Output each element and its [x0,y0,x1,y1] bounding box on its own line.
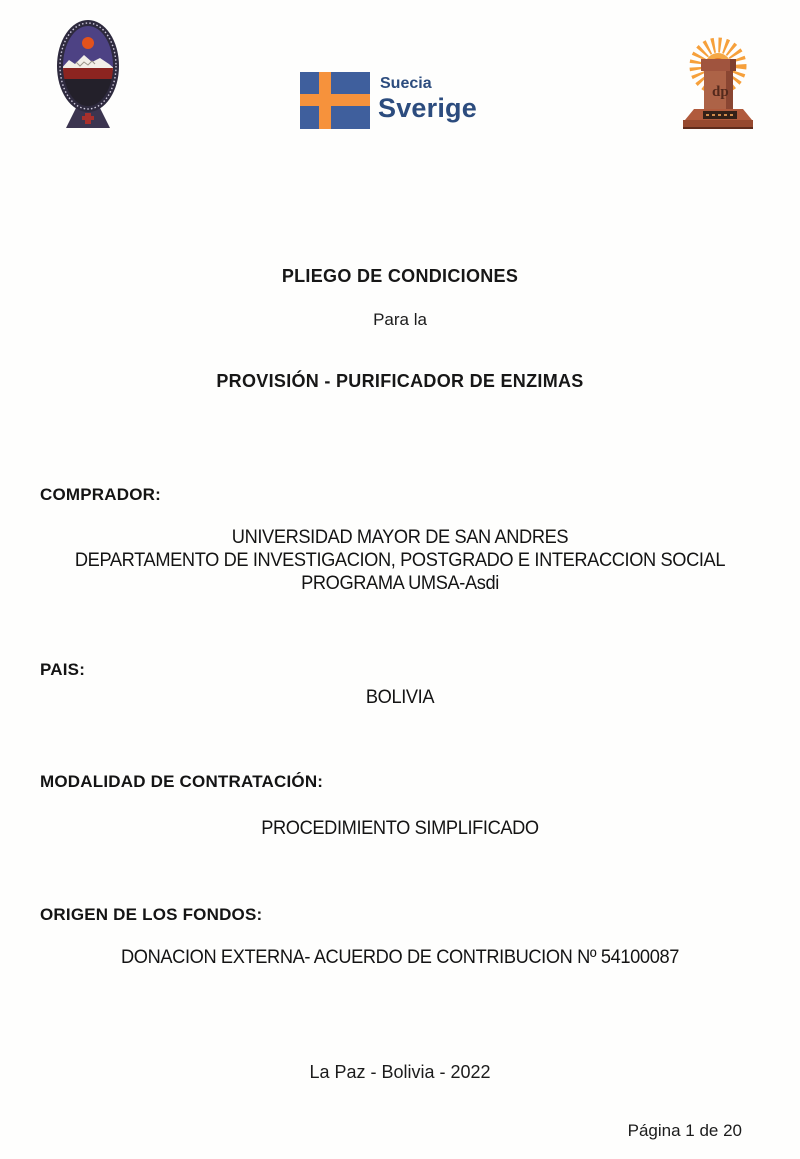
section-label-origen-fondos: ORIGEN DE LOS FONDOS: [40,905,263,924]
document-subject: PROVISIÓN - PURIFICADOR DE ENZIMAS [216,371,584,391]
origen-fondos-value: DONACION EXTERNA- ACUERDO DE CONTRIBUCION Nº 54100087 [121,947,679,968]
sweden-label-spanish: Suecia [380,75,432,92]
sweden-label-swedish: Sverige [378,93,477,123]
comprador-line-3: PROGRAMA UMSA-Asdi [301,573,499,594]
umsa-seal-logo [54,18,122,128]
section-label-modalidad: MODALIDAD DE CONTRATACIÓN: [40,772,324,791]
comprador-line-1: UNIVERSIDAD MAYOR DE SAN ANDRES [231,527,569,548]
dipgis-monument-logo [672,30,762,135]
section-label-comprador: COMPRADOR: [40,485,161,504]
sweden-flag-icon [300,72,370,129]
section-label-pais: PAIS: [40,660,86,679]
footer-place-year: La Paz - Bolivia - 2022 [309,1062,491,1082]
dipgis-monogram: dp [712,84,729,100]
document-title: PLIEGO DE CONDICIONES [281,266,519,286]
comprador-line-2: DEPARTAMENTO DE INVESTIGACION, POSTGRADO E INTERACCION SOCIAL [74,550,726,571]
modalidad-value: PROCEDIMIENTO SIMPLIFICADO [261,818,539,839]
document-subtitle: Para la [373,310,427,329]
footer-page-number: Página 1 de 20 [627,1121,742,1140]
pais-value: BOLIVIA [365,687,435,708]
